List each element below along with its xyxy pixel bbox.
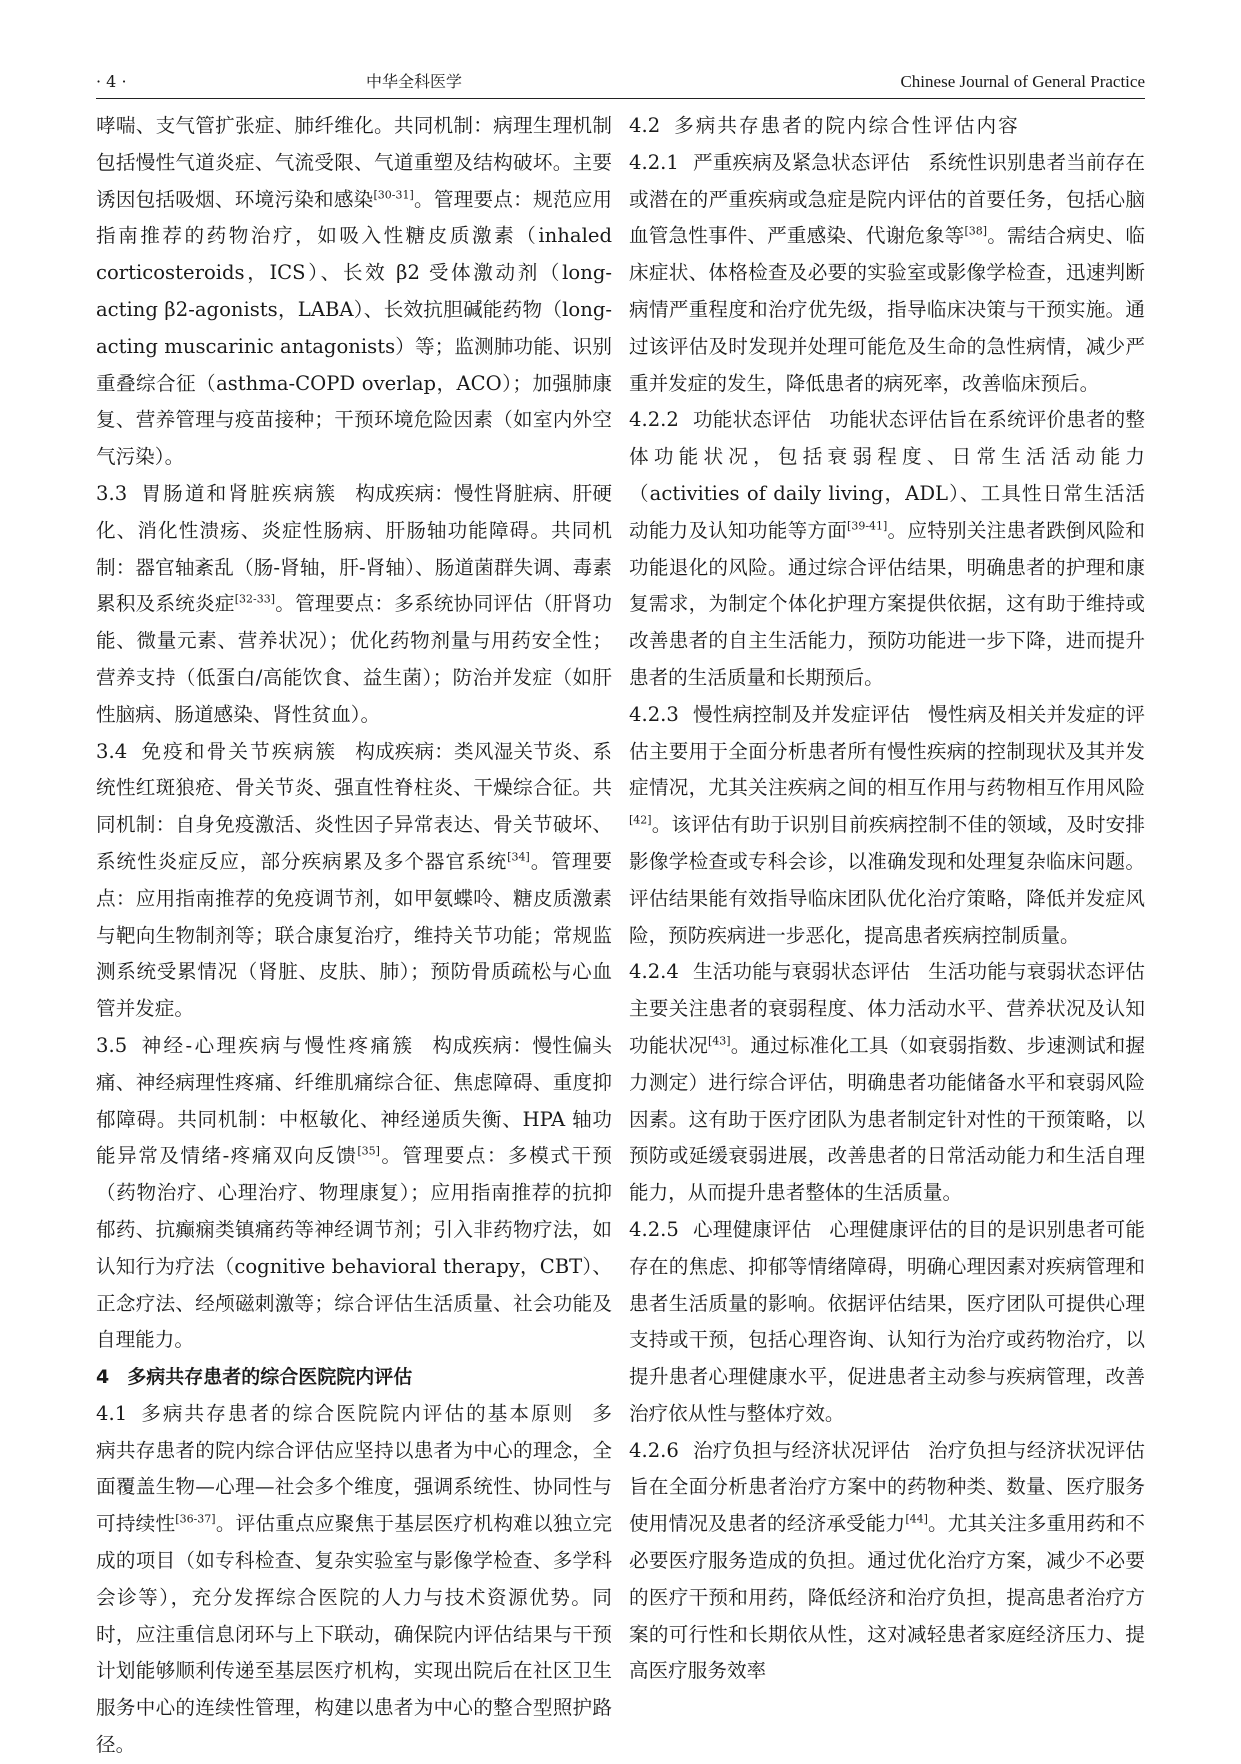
section-number: 3.4 bbox=[96, 739, 128, 763]
citation: [35] bbox=[357, 1144, 380, 1158]
section-4-2-3: 4.2.3 慢性病控制及并发症评估 慢性病及相关并发症的评估主要用于全面分析患者所有慢性疾病的控制现状及其并发症情况，尤其关注疾病之间的相互作用与药物相互作用风险[42]。该评估有助于识别目前疾病控制不佳的领域，及时安排影像学检查或专科会诊，以准确发现和处理复杂临床问题。评估结果能有效指导临床团队优化治疗策略，降低并发症风险，预防疾病进一步恶化，提高患者疾病控制质量。 bbox=[629, 702, 1146, 947]
section-number: 4.1 bbox=[96, 1401, 128, 1425]
section-title: 心理健康评估 bbox=[692, 1217, 812, 1241]
section-3-3: 3.3 胃肠道和肾脏疾病簇 构成疾病：慢性肾脏病、肝硬化、消化性溃疡、炎症性肠病、肝肠轴功能障碍。共同机制：器官轴紊乱（肠-肾轴，肝-肾轴）、肠道菌群失调、毒素累积及系统炎症[32-33]。管理要点：多系统协同评估（肝肾功能、微量元素、营养状况）；优化药物剂量与用药安全性；营养支持（低蛋白/高能饮食、益生菌）；防治并发症（如肝性脑病、肠道感染、肾性贫血）。 bbox=[96, 481, 613, 726]
section-number: 4 bbox=[96, 1366, 110, 1389]
section-4-2-2: 4.2.2 功能状态评估 功能状态评估旨在系统评价患者的整体功能状况，包括衰弱程度、日常生活活动能力（activities of daily living，ADL）、工具性日常生活活动能力及认知功能等方面[39-41]。应特别关注患者跌倒风险和功能退化的风险。通过综合评估结果，明确患者的护理和康复需求，为制定个体化护理方案提供依据，这有助于维持或改善患者的自主生活能力，预防功能进一步下降，进而提升患者的生活质量和长期预后。 bbox=[629, 408, 1146, 689]
section-4-2-6: 4.2.6 治疗负担与经济状况评估 治疗负担与经济状况评估旨在全面分析患者治疗方案中的药物种类、数量、医疗服务使用情况及患者的经济承受能力[44]。尤其关注多重用药和不必要医疗服务造成的负担。通过优化治疗方案，减少不必要的医疗干预和用药，降低经济和治疗负担，提高患者治疗方案的可行性和长期依从性，这对减轻患者家庭经济压力、提高医疗服务效率 bbox=[629, 1438, 1146, 1683]
section-title: 免疫和骨关节疾病簇 bbox=[141, 739, 338, 763]
section-title: 治疗负担与经济状况评估 bbox=[692, 1438, 911, 1462]
section-number: 4.2.3 bbox=[629, 702, 679, 726]
section-title: 胃肠道和肾脏疾病簇 bbox=[141, 481, 338, 505]
section-title: 功能状态评估 bbox=[692, 408, 812, 432]
citation: [32-33] bbox=[234, 592, 276, 606]
citation: [42] bbox=[629, 813, 652, 827]
citation: [34] bbox=[507, 850, 530, 864]
journal-title-en: Chinese Journal of General Practice bbox=[900, 72, 1145, 91]
section-4-2-heading bbox=[629, 108, 1145, 145]
section-title: 多病共存患者的综合医院院内评估的基本原则 bbox=[141, 1401, 575, 1425]
section-4-heading bbox=[96, 1359, 612, 1396]
section-number: 4.2.2 bbox=[629, 408, 679, 432]
section-title: 生活功能与衰弱状态评估 bbox=[692, 960, 911, 984]
right-column bbox=[629, 108, 1145, 1690]
citation: [39-41] bbox=[847, 519, 888, 533]
section-number: 4.2.4 bbox=[629, 960, 679, 984]
section-title: 慢性病控制及并发症评估 bbox=[692, 702, 911, 726]
section-number: 3.3 bbox=[96, 481, 128, 505]
left-column bbox=[96, 108, 612, 1764]
citation: [36-37] bbox=[175, 1512, 216, 1526]
citation: [30-31] bbox=[373, 188, 414, 202]
section-number: 4.2.1 bbox=[629, 150, 679, 174]
section-number: 3.5 bbox=[96, 1033, 128, 1057]
section-number: 4.2.6 bbox=[629, 1438, 679, 1462]
citation: [43] bbox=[707, 1034, 731, 1048]
section-title: 多病共存患者的综合医院院内评估 bbox=[127, 1366, 413, 1389]
journal-title-cn: 中华全科医学 bbox=[366, 72, 463, 91]
section-title: 多病共存患者的院内综合性评估内容 bbox=[674, 114, 1020, 137]
section-3-4: 3.4 免疫和骨关节疾病簇 构成疾病：类风湿关节炎、系统性红斑狼疮、骨关节炎、强直性脊柱炎、干燥综合征。共同机制：自身免疫激活、炎性因子异常表达、骨关节破坏、系统性炎症反应，部分疾病累及多个器官系统[34]。管理要点：应用指南推荐的免疫调节剂，如甲氨蝶呤、糖皮质激素与靶向生物制剂等；联合康复治疗，维持关节功能；常规监测系统受累情况（肾脏、皮肤、肺）；预防骨质疏松与心血管并发症。 bbox=[96, 739, 613, 1021]
section-title: 神经-心理疾病与慢性疼痛簇 bbox=[141, 1033, 415, 1057]
paragraph-respiratory-cont: 哮喘、支气管扩张症、肺纤维化。共同机制：病理生理机制包括慢性气道炎症、气流受限、气道重塑及结构破坏。主要诱因包括吸烟、环境污染和感染[30-31]。管理要点：规范应用指南推荐的药物治疗，如吸入性糖皮质激素（inhaled corticosteroids，ICS）、长效 β2 受体激动剂（long-acting β2-agonists，LABA）、长效抗胆碱能药物（long-acting muscarinic antagonists）等；监测肺功能、识别重叠综合征（asthma-COPD overlap，ACO）；加强肺康复、营养管理与疫苗接种；干预环境危险因素（如室内外空气污染）。 bbox=[96, 114, 613, 469]
page-number: · 4 · bbox=[96, 72, 127, 91]
section-3-5: 3.5 神经-心理疾病与慢性疼痛簇 构成疾病：慢性偏头痛、神经病理性疼痛、纤维肌痛综合征、焦虑障碍、重度抑郁障碍。共同机制：中枢敏化、神经递质失衡、HPA 轴功能异常及情绪-疼痛双向反馈[35]。管理要点：多模式干预（药物治疗、心理治疗、物理康复）；应用指南推荐的抗抑郁药、抗癫痫类镇痛药等神经调节剂；引入非药物疗法，如认知行为疗法（cognitive behavioral therapy，CBT）、正念疗法、经颅磁刺激等；综合评估生活质量、社会功能及自理能力。 bbox=[96, 1033, 613, 1352]
section-4-2-4: 4.2.4 生活功能与衰弱状态评估 生活功能与衰弱状态评估主要关注患者的衰弱程度、体力活动水平、营养状况及认知功能状况[43]。通过标准化工具（如衰弱指数、步速测试和握力测定）进行综合评估，明确患者功能储备水平和衰弱风险因素。这有助于医疗团队为患者制定针对性的干预策略，以预防或延缓衰弱进展，改善患者的日常活动能力和生活自理能力，从而提升患者整体的生活质量。 bbox=[629, 960, 1146, 1205]
section-4-2-1: 4.2.1 严重疾病及紧急状态评估 系统性识别患者当前存在或潜在的严重疾病或急症是院内评估的首要任务，包括心脑血管急性事件、严重感染、代谢危象等[38]。需结合病史、临床症状、体格检查及必要的实验室或影像学检查，迅速判断病情严重程度和治疗优先级，指导临床决策与干预实施。通过该评估及时发现并处理可能危及生命的急性病情，减少严重并发症的发生，降低患者的病死率，改善临床预后。 bbox=[629, 150, 1146, 395]
running-header bbox=[96, 64, 1145, 99]
section-title: 严重疾病及紧急状态评估 bbox=[692, 150, 911, 174]
section-number: 4.2 bbox=[629, 114, 661, 137]
citation: [44] bbox=[905, 1512, 928, 1526]
citation: [38] bbox=[964, 224, 988, 238]
section-4-2-5: 4.2.5 心理健康评估 心理健康评估的目的是识别患者可能存在的焦虑、抑郁等情绪障碍，明确心理因素对疾病管理和患者生活质量的影响。依据评估结果，医疗团队可提供心理支持或干预，包括心理咨询、认知行为治疗或药物治疗，以提升患者心理健康水平，促进患者主动参与疾病管理，改善治疗依从性与整体疗效。 bbox=[629, 1217, 1146, 1425]
section-4-1: 4.1 多病共存患者的综合医院院内评估的基本原则 多病共存患者的院内综合评估应坚持以患者为中心的理念，全面覆盖生物—心理—社会多个维度，强调系统性、协同性与可持续性[36-37]。评估重点应聚焦于基层医疗机构难以独立完成的项目（如专科检查、复杂实验室与影像学检查、多学科会诊等），充分发挥综合医院的人力与技术资源优势。同时，应注重信息闭环与上下联动，确保院内评估结果与干预计划能够顺利传递至基层医疗机构，实现出院后在社区卫生服务中心的连续性管理，构建以患者为中心的整合型照护路径。 bbox=[96, 1401, 613, 1757]
section-number: 4.2.5 bbox=[629, 1217, 679, 1241]
